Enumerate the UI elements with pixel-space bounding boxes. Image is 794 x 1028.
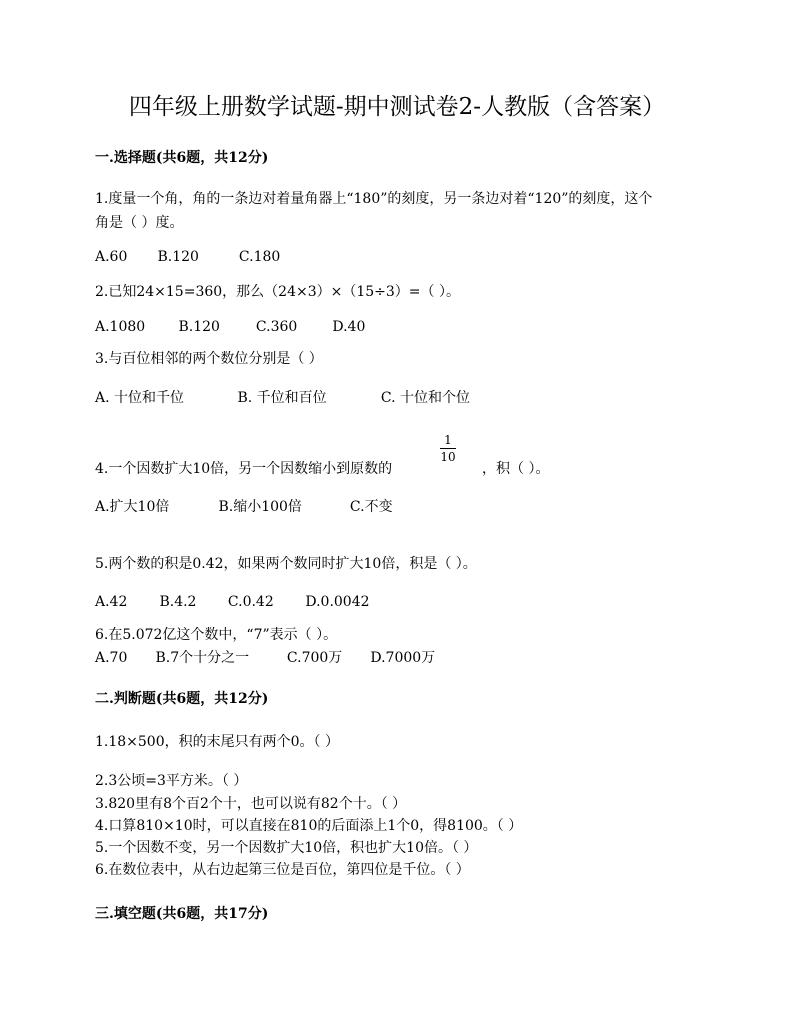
option-c: C.360: [255, 319, 298, 335]
question-5: 5.两个数的积是0.42，如果两个数同时扩大10倍，积是（ ）。: [95, 556, 477, 572]
option-a: A.扩大10倍: [95, 499, 170, 515]
option-d: D.0.0042: [305, 594, 370, 610]
question-1-line-1: 1.度量一个角，角的一条边对着量角器上“180”的刻度，另一条边对着“120”的刻度，这个: [95, 191, 653, 207]
option-a: A.1080: [95, 319, 146, 335]
option-d: D.7000万: [370, 650, 436, 666]
section-heading-fill-in: 三.填空题(共6题，共17分): [95, 906, 269, 922]
option-c: C.0.42: [227, 594, 274, 610]
option-b: B.120: [178, 319, 220, 335]
judgement-item-4: 4.口算810×10时，可以直接在810的后面添上1个0，得8100。（ ）: [95, 818, 523, 834]
option-a: A. 十位和千位: [95, 390, 185, 406]
option-a: A.60: [95, 249, 128, 265]
question-6-options: [95, 650, 435, 667]
judgement-item-1: 1.18×500，积的末尾只有两个0。（ ）: [95, 734, 339, 750]
section-heading-choice: 一.选择题(共6题，共12分): [95, 150, 269, 166]
fraction-one-tenth: [440, 434, 456, 463]
option-c: C.700万: [286, 650, 343, 666]
option-d: D.40: [332, 319, 366, 335]
question-4-text: 4.一个因数扩大10倍，另一个因数缩小到原数的: [95, 461, 393, 477]
option-b: B.缩小100倍: [218, 499, 302, 515]
option-b: B.4.2: [159, 594, 197, 610]
question-6: 6.在5.072亿这个数中，“7”表示（ ）。: [95, 627, 338, 643]
option-c: C.不变: [349, 499, 393, 515]
question-4-text-after: ，积（ ）。: [482, 461, 550, 477]
question-1-line-2: 角是（ ）度。: [95, 215, 184, 231]
option-a: A.70: [95, 650, 128, 666]
question-2: 2.已知24×15=360，那么（24×3）×（15÷3）=（ ）。: [95, 284, 460, 300]
question-1-options: [95, 249, 280, 266]
option-c: C. 十位和个位: [380, 390, 471, 406]
judgement-item-6: 6.在数位表中，从右边起第三位是百位，第四位是千位。（ ）: [95, 862, 470, 878]
fraction-bar: [440, 448, 456, 449]
fraction-denominator: 10: [440, 450, 456, 464]
question-4-options: [95, 499, 393, 516]
option-b: B. 千位和百位: [237, 390, 327, 406]
question-2-options: [95, 319, 365, 336]
fraction-numerator: 1: [444, 433, 452, 447]
judgement-item-5: 5.一个因数不变，另一个因数扩大10倍，积也扩大10倍。（ ）: [95, 840, 478, 856]
question-5-options: [95, 594, 370, 611]
option-b: B.7个十分之一: [155, 650, 250, 666]
section-heading-judgement: 二.判断题(共6题，共12分): [95, 691, 269, 707]
page-title: 四年级上册数学试题-期中测试卷2-人教版（含答案）: [128, 94, 666, 120]
judgement-item-2: 2.3公顷=3平方米。（ ）: [95, 773, 248, 789]
judgement-item-3: 3.820里有8个百2个十，也可以说有82个十。（ ）: [95, 796, 407, 812]
question-3-options: [95, 390, 470, 407]
option-c: C.180: [238, 249, 281, 265]
option-b: B.120: [157, 249, 199, 265]
option-a: A.42: [95, 594, 128, 610]
question-3: 3.与百位相邻的两个数位分别是（ ）: [95, 351, 323, 367]
